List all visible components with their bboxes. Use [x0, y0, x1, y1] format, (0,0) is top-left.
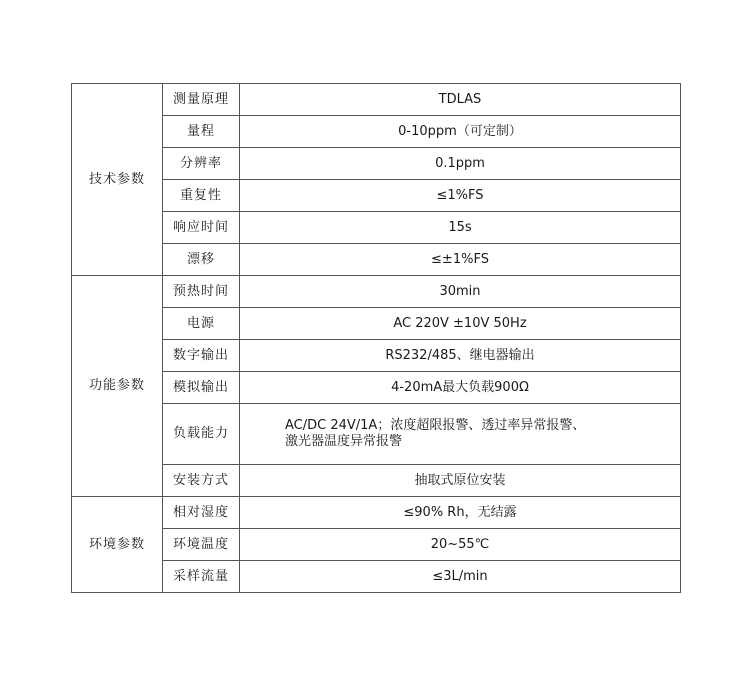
param-label: 安装方式 — [163, 465, 240, 497]
param-label: 重复性 — [163, 180, 240, 212]
param-label: 负载能力 — [163, 404, 240, 465]
param-value: RS232/485、继电器输出 — [240, 340, 681, 372]
table-row — [72, 465, 681, 497]
param-label: 环境温度 — [163, 529, 240, 561]
param-label: 相对湿度 — [163, 497, 240, 529]
group-label-functional: 功能参数 — [72, 276, 163, 497]
param-value: 抽取式原位安装 — [240, 465, 681, 497]
table-row — [72, 340, 681, 372]
table-row — [72, 212, 681, 244]
spec-table — [71, 83, 681, 593]
table-row — [72, 497, 681, 529]
param-value-line: AC/DC 24V/1A；浓度超限报警、透过率异常报警、 — [285, 418, 586, 433]
param-label: 采样流量 — [163, 561, 240, 593]
param-value: ≤90% Rh，无结露 — [240, 497, 681, 529]
param-label: 分辨率 — [163, 148, 240, 180]
param-value: ≤±1%FS — [240, 244, 681, 276]
param-label: 预热时间 — [163, 276, 240, 308]
table-row — [72, 116, 681, 148]
param-value: ≤3L/min — [240, 561, 681, 593]
param-label: 响应时间 — [163, 212, 240, 244]
param-value: 0.1ppm — [240, 148, 681, 180]
param-label: 漂移 — [163, 244, 240, 276]
table-row — [72, 308, 681, 340]
param-value: 0-10ppm（可定制） — [240, 116, 681, 148]
table-row — [72, 561, 681, 593]
group-label-environment: 环境参数 — [72, 497, 163, 593]
table-row — [72, 148, 681, 180]
param-value: 30min — [240, 276, 681, 308]
param-value — [240, 404, 681, 465]
param-label: 量程 — [163, 116, 240, 148]
param-value: 20~55℃ — [240, 529, 681, 561]
group-label-technical: 技术参数 — [72, 84, 163, 276]
param-label: 模拟输出 — [163, 372, 240, 404]
param-value: AC 220V ±10V 50Hz — [240, 308, 681, 340]
table-row — [72, 404, 681, 465]
table-row — [72, 372, 681, 404]
param-value: ≤1%FS — [240, 180, 681, 212]
param-label: 测量原理 — [163, 84, 240, 116]
param-value: 4-20mA最大负载900Ω — [240, 372, 681, 404]
param-label: 数字输出 — [163, 340, 240, 372]
table-row — [72, 529, 681, 561]
table-row — [72, 276, 681, 308]
param-value: TDLAS — [240, 84, 681, 116]
param-value: 15s — [240, 212, 681, 244]
param-label: 电源 — [163, 308, 240, 340]
table-row — [72, 180, 681, 212]
table-row — [72, 84, 681, 116]
table-row — [72, 244, 681, 276]
param-value-line: 激光器温度异常报警 — [285, 434, 403, 449]
